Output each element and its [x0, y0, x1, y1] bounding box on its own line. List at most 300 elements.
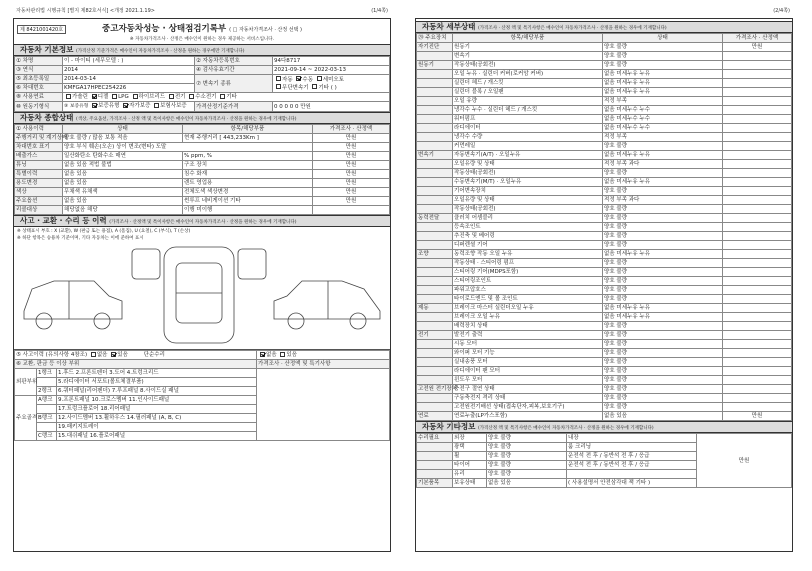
detail-item: 오일 유량	[453, 97, 603, 106]
detail-group	[417, 367, 453, 376]
detail-state[interactable]: 양호 불량	[603, 277, 723, 286]
detail-group	[417, 160, 453, 169]
summary-price-6: 만원	[313, 188, 390, 197]
value-year: 2014	[63, 66, 195, 75]
detail-state[interactable]: 양호 불량	[603, 349, 723, 358]
detail-state[interactable]: 적정 부족 과다	[603, 196, 723, 205]
detail-item: 배력장치 상태	[453, 322, 603, 331]
etc-state-a[interactable]: 양호 불량	[487, 434, 567, 443]
etc-item-a: 외장	[453, 434, 487, 443]
detail-row	[417, 151, 792, 160]
detail-row	[417, 268, 792, 277]
fuel-options: 가솔린 디젤 LPG 하이브리드 전기 수소전기 기타	[63, 93, 390, 102]
detail-group	[417, 268, 453, 277]
detail-state[interactable]: 양호 불량	[603, 142, 723, 151]
etc-state-a[interactable]: 양호 불량	[487, 443, 567, 452]
label-inspection: ④ 검사유효기간	[195, 66, 273, 75]
summary-section: 자동차 종합상태 (색상, 주요옵션, 가격조사 · 산정 액 및 특이사항은 매수인이 자동차가격조사 · 산정을 원하는 경우에 기재합니다)	[14, 112, 390, 124]
detail-state[interactable]: 양호 불량	[603, 241, 723, 250]
rank-0: 1랭크	[37, 369, 57, 378]
detail-price	[723, 142, 792, 151]
detail-row	[417, 97, 792, 106]
car-diagram	[14, 241, 390, 350]
detail-state[interactable]: 양호 불량	[603, 367, 723, 376]
summary-label-5: 용도변경	[15, 179, 63, 188]
checkbox-simple-yes[interactable]	[280, 352, 285, 357]
items-6[interactable]: 19.패키지트레이	[57, 423, 257, 432]
detail-price	[723, 340, 792, 349]
summary-price-5: 만원	[313, 179, 390, 188]
checkbox-trans-2[interactable]	[317, 76, 322, 81]
warranty-options: ⑨ 보증유형 보증유형 자가보증 보험사보증	[63, 102, 195, 112]
summary-state-4[interactable]: 없음 있음	[63, 170, 183, 179]
detail-group	[417, 52, 453, 61]
detail-state[interactable]: 없음 미세누유 누유	[603, 304, 723, 313]
value-first-reg: 2014-03-14	[63, 75, 195, 84]
detail-group	[417, 403, 453, 412]
detail-row	[417, 286, 792, 295]
rank-5: B랭크	[37, 414, 57, 423]
accident-section: 사고 · 교환 · 수리 등 이력 (가격조사 · 산정액 및 특이사항은 매수인이 자동차가격조사 · 산정을 원하는 경우에 기재합니다)	[14, 215, 390, 227]
summary-detail-8: 이행 미이행	[183, 206, 313, 215]
detail-group	[417, 106, 453, 115]
detail-group	[417, 97, 453, 106]
checkbox-fuel-1[interactable]	[92, 94, 97, 99]
detail-item: 윈도우 모터	[453, 376, 603, 385]
checkbox-warranty-1[interactable]	[123, 103, 128, 108]
detail-state[interactable]: 없음 미세누수 누수	[603, 115, 723, 124]
detail-item: 스티어링 기어(MDPS포함)	[453, 268, 603, 277]
summary-head-0: ① 사용이력	[15, 125, 63, 134]
detail-row	[417, 43, 792, 52]
detail-row	[417, 403, 792, 412]
detail-price	[723, 133, 792, 142]
etc-section: 자동차 기타정보 (가격산정 액 및 특기사항은 매수인이 자동차가격조사 · 산정을 원하는 경우에 기재합니다)	[416, 421, 792, 433]
etc-state-a[interactable]: 없음 있음	[487, 479, 567, 488]
etc-group: 기본품목	[417, 479, 453, 488]
detail-price	[723, 304, 792, 313]
detail-state[interactable]: 양호 불량	[603, 205, 723, 214]
detail-row	[417, 394, 792, 403]
detail-row	[417, 169, 792, 178]
detail-group	[417, 259, 453, 268]
summary-price-4: 만원	[313, 170, 390, 179]
summary-price-1: 만원	[313, 143, 390, 152]
detail-group	[417, 79, 453, 88]
detail-row	[417, 232, 792, 241]
detail-group	[417, 322, 453, 331]
summary-detail-0: 현재 주행거리 [ 443,233Km ]	[183, 134, 313, 143]
detail-state[interactable]: 양호 불량	[603, 340, 723, 349]
detail-item: 워터펌프	[453, 115, 603, 124]
detail-item: 실린더 블록 / 오일팬	[453, 88, 603, 97]
detail-row	[417, 223, 792, 232]
detail-group	[417, 115, 453, 124]
detail-item: 오일유량 및 상태	[453, 196, 603, 205]
detail-group	[417, 241, 453, 250]
summary-label-3: 튜닝	[15, 161, 63, 170]
detail-state[interactable]: 없음 미세누유 누유	[603, 250, 723, 259]
items-7[interactable]: 15.대쉬패널 16.플로어패널	[57, 432, 257, 441]
detail-group: 원동기	[417, 61, 453, 70]
label-reg-no: ② 자동차등록번호	[195, 57, 273, 66]
checkbox-trans-0[interactable]	[276, 76, 281, 81]
etc-group	[417, 461, 453, 470]
detail-state[interactable]: 없음 미세누수 누수	[603, 106, 723, 115]
detail-row	[417, 178, 792, 187]
detail-item: 시동 모터	[453, 340, 603, 349]
etc-item-b[interactable]	[567, 470, 697, 479]
detail-row	[417, 52, 792, 61]
detail-item: 작동상태(공회전)	[453, 205, 603, 214]
detail-group	[417, 169, 453, 178]
etc-item-a: 타이어	[453, 461, 487, 470]
items-2[interactable]: 6.쿼터패널(리어펜더) 7.루프패널 8.사이드실 패널	[57, 387, 257, 396]
etc-table	[416, 433, 792, 488]
value-vin: KMFGA17HPEC254226	[63, 84, 195, 93]
summary-label-1: 차대번호 표기	[15, 143, 63, 152]
detail-state[interactable]: 없음 미세누유 누유	[603, 88, 723, 97]
label-year: ③ 연식	[15, 66, 63, 75]
detail-row	[417, 277, 792, 286]
detail-price	[723, 259, 792, 268]
detail-price: 만원	[723, 412, 792, 421]
detail-state[interactable]: 양호 불량	[603, 358, 723, 367]
detail-state[interactable]: 양호 불량	[603, 403, 723, 412]
car-left-side[interactable]	[24, 281, 122, 329]
detail-price	[723, 61, 792, 70]
summary-head-2: 항목/해당부품	[183, 125, 313, 134]
detail-item: 충전구 절연 상태	[453, 385, 603, 394]
etc-item-a: 보유상태	[453, 479, 487, 488]
detail-item: 냉각수 누수 · 실린더 헤드 / 개스킷	[453, 106, 603, 115]
detail-item: 브레이크 오일 누유	[453, 313, 603, 322]
detail-group	[417, 187, 453, 196]
checkbox-fuel-4[interactable]	[169, 94, 174, 99]
detail-group	[417, 394, 453, 403]
form-header-left: 자동차관리법 시행규칙 [별지 제82호서식] <개정 2021.1.19>	[16, 8, 155, 14]
detail-item: 발전기 출력	[453, 331, 603, 340]
etc-group	[417, 452, 453, 461]
detail-group	[417, 295, 453, 304]
checkbox-fuel-2[interactable]	[112, 94, 117, 99]
frame-label: ⑥ 교환, 판금 등 이상 부위	[15, 360, 257, 369]
detail-item: 커먼레일	[453, 142, 603, 151]
detail-price	[723, 295, 792, 304]
simple-repair-row: 없음 있음	[257, 351, 390, 360]
detail-state[interactable]: 양호 불량	[603, 295, 723, 304]
detail-row	[417, 412, 792, 421]
detail-price	[723, 232, 792, 241]
etc-state-a[interactable]: 양호 불량	[487, 452, 567, 461]
detail-row	[417, 187, 792, 196]
detail-item: 라디에이터	[453, 124, 603, 133]
detail-state[interactable]: 양호 불량	[603, 223, 723, 232]
detail-state[interactable]: 적정 부족 과다	[603, 160, 723, 169]
detail-item: 자동변속기(A/T) · 오일누유	[453, 151, 603, 160]
detail-row	[417, 79, 792, 88]
detail-row	[417, 160, 792, 169]
car-diagram-svg	[14, 241, 390, 349]
detail-row	[417, 115, 792, 124]
detail-item: 추진축 및 베어링	[453, 232, 603, 241]
detail-row	[417, 349, 792, 358]
items-1[interactable]: 5.라디에이터 서포트(볼트체결부품)	[57, 378, 257, 387]
detail-price	[723, 106, 792, 115]
detail-state[interactable]: 없음 미세누유 누유	[603, 151, 723, 160]
detail-row	[417, 61, 792, 70]
detail-state[interactable]: 없음 미세누유 누유	[603, 313, 723, 322]
etc-price: 만원	[697, 434, 792, 488]
detail-state[interactable]: 양호 불량	[603, 232, 723, 241]
detail-price	[723, 358, 792, 367]
basic-info-table	[14, 56, 390, 112]
value-reg-no: 94다8717	[273, 57, 390, 66]
summary-label-6: 색상	[15, 188, 63, 197]
detail-price	[723, 241, 792, 250]
detail-row	[417, 70, 792, 79]
detail-item: 냉각수 수량	[453, 133, 603, 142]
detail-state[interactable]: 양호 불량	[603, 187, 723, 196]
summary-detail-5: 렌트 영업용	[183, 179, 313, 188]
summary-label-0: 주행거리 및 계기상태	[16, 135, 68, 141]
items-4[interactable]: 17.트렁크플로어 18.리어패널	[57, 405, 257, 414]
detail-state[interactable]: 양호 불량	[603, 268, 723, 277]
detail-row	[417, 142, 792, 151]
etc-item-b[interactable]: 운전석 전 후 / 동반석 전 후 / 응급	[567, 461, 697, 470]
detail-price	[723, 385, 792, 394]
detail-row	[417, 313, 792, 322]
etc-item-a: 휠	[453, 452, 487, 461]
detail-price	[723, 349, 792, 358]
summary-state-0[interactable]: 양호 불량 / 많음 보통 적음	[63, 134, 183, 143]
detail-row	[417, 106, 792, 115]
summary-detail-2: % ppm, %	[183, 152, 313, 161]
legend-note-2: ※ 하단 항목은 승용차 기준이며, 기타 자동차는 이에 준하여 표시	[17, 236, 144, 241]
etc-state-a[interactable]: 양호 불량	[487, 461, 567, 470]
doc-number: 제 8421001420호	[17, 25, 66, 34]
checkbox-warranty-0[interactable]	[92, 103, 97, 108]
detail-item: 라디에이터 팬 모터	[453, 367, 603, 376]
checkbox-simple-none[interactable]	[260, 352, 265, 357]
label-base-price: 가격산정기준가격	[195, 102, 273, 112]
detail-price	[723, 124, 792, 133]
detail-price	[723, 322, 792, 331]
car-front-view[interactable]	[132, 249, 160, 279]
detail-price	[723, 367, 792, 376]
detail-price	[723, 52, 792, 61]
detail-group: 고전원 전기장치	[418, 386, 457, 392]
detail-head-3: 가격조사 · 산정액	[723, 34, 792, 43]
detail-state[interactable]: 양호 불량	[603, 214, 723, 223]
checkbox-trans-4[interactable]	[312, 84, 317, 89]
summary-label-4: 특별이력	[15, 170, 63, 179]
detail-state[interactable]: 양호 불량	[603, 169, 723, 178]
detail-item: 수동변속기(M/T) · 오일누유	[453, 178, 603, 187]
checkbox-trans-3[interactable]	[276, 84, 281, 89]
detail-group: 전기	[417, 331, 453, 340]
detail-item: 작동상태(공회전)	[453, 169, 603, 178]
etc-item-b[interactable]: ( 사용설명서 안전삼각대 잭 기타 )	[567, 479, 697, 488]
summary-state-8[interactable]: 해당없음 해당	[63, 206, 183, 215]
detail-state[interactable]: 없음 미세누수 누수	[603, 124, 723, 133]
detail-state[interactable]: 양호 불량	[603, 286, 723, 295]
checkbox-trans-1[interactable]	[296, 76, 301, 81]
etc-item-b[interactable]: 룸 크리닝	[567, 443, 697, 452]
detail-row	[417, 250, 792, 259]
detail-group	[417, 205, 453, 214]
detail-row	[417, 124, 792, 133]
detail-state[interactable]: 양호 불량	[603, 322, 723, 331]
detail-item: 고전원전기배선 상태(접속단자,피복,보호기구)	[453, 403, 603, 412]
detail-state[interactable]: 양호 불량	[603, 52, 723, 61]
price-option[interactable]: ( □ 자동차가격조사 · 산정 선택 )	[229, 27, 302, 33]
detail-state[interactable]: 없음 미세누유 누유	[603, 79, 723, 88]
items-3[interactable]: 9.프론트패널 10.크로스멤버 11.인사이드패널	[57, 396, 257, 405]
summary-label-8: 리콜대상	[15, 206, 63, 215]
detail-state[interactable]: 양호 불량	[603, 385, 723, 394]
detail-item: 원동기	[453, 43, 603, 52]
detail-row	[417, 322, 792, 331]
etc-state-a[interactable]: 양호 불량	[487, 470, 567, 479]
summary-head-3: 가격조사 · 산정액	[313, 125, 390, 134]
detail-group: 제동	[417, 304, 453, 313]
detail-group	[417, 340, 453, 349]
items-5[interactable]: 12.사이드멤버 13.휠하우스 14.필러패널 (A, B, C)	[57, 414, 257, 423]
detail-row	[417, 259, 792, 268]
checkbox-fuel-6[interactable]	[220, 94, 225, 99]
etc-item-a: 유리	[453, 470, 487, 479]
accident-row: ⑤ 사고이력 (유의사항 4참조) 없음 있음 단순수리	[15, 351, 257, 360]
detail-row	[417, 358, 792, 367]
detail-price	[723, 79, 792, 88]
checkbox-warranty-2[interactable]	[154, 103, 159, 108]
detail-group: 자기진단	[417, 43, 453, 52]
detail-state[interactable]: 없음 미세누유 누유	[603, 178, 723, 187]
summary-state-1[interactable]: 양호 부식 훼손(오손) 상이 변조(변타) 도말	[63, 143, 313, 152]
detail-table	[416, 33, 792, 421]
detail-price	[723, 169, 792, 178]
label-fuel: ⑧ 사용연료	[15, 93, 63, 102]
rank-2: 2랭크	[37, 387, 57, 396]
summary-state-3[interactable]: 없음 있음 적법 불법	[63, 161, 183, 170]
summary-price-8	[313, 206, 390, 215]
frame-price-head: 가격조사 · 산정액 및 특기사항	[257, 360, 390, 369]
detail-group	[417, 88, 453, 97]
detail-group: 조향	[417, 250, 453, 259]
detail-state[interactable]: 양호 불량	[603, 43, 723, 52]
detail-item: 타이로드엔드 및 볼 조인트	[453, 295, 603, 304]
detail-row	[417, 88, 792, 97]
etc-item-a: 광택	[453, 443, 487, 452]
detail-group: 동력전달	[417, 214, 453, 223]
detail-group	[417, 142, 453, 151]
summary-state-2[interactable]: 일산화탄소 탄화수소 매연	[63, 152, 183, 161]
checkbox-fuel-5[interactable]	[189, 94, 194, 99]
summary-state-5[interactable]: 없음 있음	[63, 179, 183, 188]
etc-item-b[interactable]: 운전석 전 후 / 동반석 전 후 / 응급	[567, 452, 697, 461]
page-2	[415, 8, 793, 552]
page-1	[13, 8, 391, 552]
detail-item: 실내송풍 모터	[453, 358, 603, 367]
checkbox-accident-none[interactable]	[91, 352, 96, 357]
label-car-name: ① 차명	[15, 57, 63, 66]
detail-group	[417, 178, 453, 187]
detail-price	[723, 115, 792, 124]
car-top-view[interactable]	[164, 247, 234, 343]
summary-state-6[interactable]: 무채색 유채색	[63, 188, 183, 197]
detail-row	[417, 205, 792, 214]
summary-detail-6: 전체도색 색상변경	[183, 188, 313, 197]
detail-price	[723, 286, 792, 295]
checkbox-fuel-3[interactable]	[133, 94, 138, 99]
car-rear-view[interactable]	[238, 249, 266, 279]
etc-group	[417, 443, 453, 452]
detail-item: 작동상태 · 스티어링 펌프	[453, 259, 603, 268]
detail-row	[417, 376, 792, 385]
detail-item: 실린더 헤드 / 개스킷	[453, 79, 603, 88]
detail-group	[417, 124, 453, 133]
rank-7: C랭크	[37, 432, 57, 441]
summary-price-2: 만원	[313, 152, 390, 161]
summary-detail-3: 구조 장치	[183, 161, 313, 170]
detail-state[interactable]: 양호 불량	[603, 394, 723, 403]
car-right-side[interactable]	[274, 281, 380, 329]
detail-group	[417, 286, 453, 295]
detail-price	[723, 277, 792, 286]
summary-label-2: 배출가스	[15, 152, 63, 161]
detail-group	[417, 376, 453, 385]
detail-state[interactable]: 양호 불량	[603, 376, 723, 385]
detail-price	[723, 97, 792, 106]
detail-price	[723, 268, 792, 277]
items-0[interactable]: 1.후드 2.프론트펜더 3.도어 4.트렁크리드	[57, 369, 257, 378]
group-outer: 외판부위	[15, 369, 37, 396]
summary-head-1: 상태	[63, 125, 183, 134]
detail-head-2: 상태	[603, 34, 723, 43]
label-first-reg: ⑤ 최초등록일	[15, 75, 63, 84]
checkbox-fuel-0[interactable]	[66, 94, 71, 99]
etc-group	[417, 470, 453, 479]
legend-note: ※ 상태표시 부호 : X (교환), W (판금 또는 용접), A (흠집), U (요철), C (부식), T (손상)	[17, 229, 191, 234]
label-vin: ⑥ 차대번호	[15, 84, 63, 93]
summary-price-0: 만원	[313, 134, 390, 143]
detail-price	[723, 88, 792, 97]
detail-group: 연료	[417, 412, 453, 421]
detail-item: 기어변속장치	[453, 187, 603, 196]
detail-price	[723, 331, 792, 340]
detail-state[interactable]: 양호 불량	[603, 61, 723, 70]
value-inspection: 2021-09-14 ~ 2022-03-13	[273, 66, 390, 75]
detail-state[interactable]: 없음 미세누유 누유	[603, 70, 723, 79]
detail-group: 변속기	[417, 151, 453, 160]
detail-item: 오일유량 및 상태	[453, 160, 603, 169]
checkbox-accident-yes[interactable]	[111, 352, 116, 357]
detail-state[interactable]: 적정 부족	[603, 97, 723, 106]
detail-group	[417, 358, 453, 367]
detail-row	[417, 196, 792, 205]
detail-state[interactable]: 적정 부족	[603, 133, 723, 142]
summary-table	[14, 124, 390, 215]
detail-state[interactable]: 양호 불량	[603, 331, 723, 340]
etc-item-b[interactable]: 내장	[567, 434, 697, 443]
detail-state[interactable]: 양호 불량	[603, 259, 723, 268]
detail-state[interactable]: 없음 있음	[603, 412, 723, 421]
detail-item: 와이퍼 모터 기능	[453, 349, 603, 358]
detail-price	[723, 205, 792, 214]
summary-state-7[interactable]: 없음 있음	[63, 197, 183, 206]
detail-price	[723, 196, 792, 205]
